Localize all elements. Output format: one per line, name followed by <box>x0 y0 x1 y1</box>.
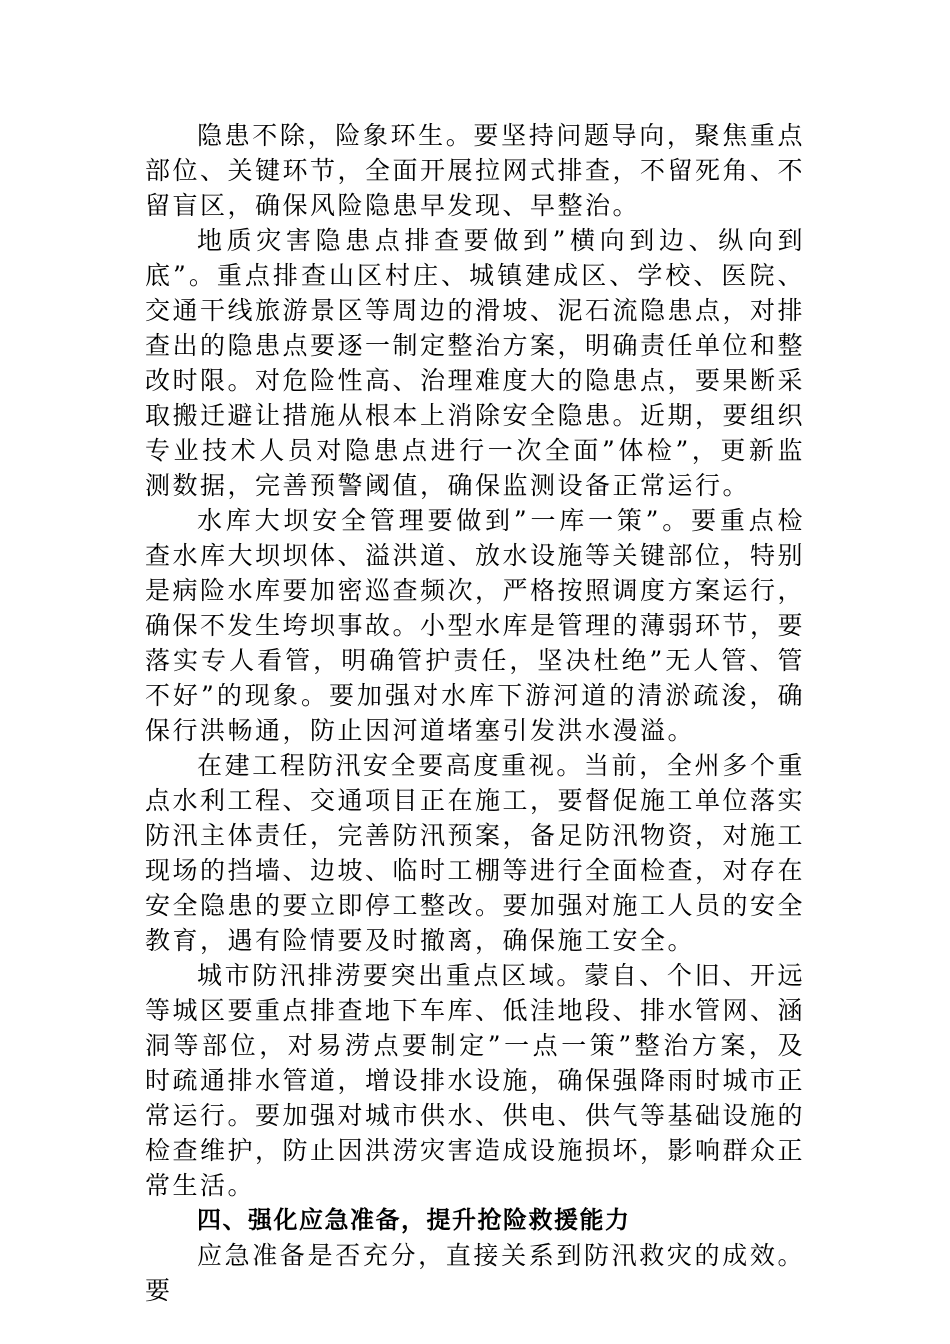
paragraph-construction-safety: 在建工程防汛安全要高度重视。当前，全州多个重点水利工程、交通项目正在施工，要督促施工单位落实防汛主体责任，完善防汛预案，备足防汛物资，对施工现场的挡墙、边坡、临时工棚等进行全面检查，对存在安全隐患的要立即停工整改。要加强对施工人员的安全教育，遇有险情要及时撤离，确保施工安全。 <box>145 751 806 955</box>
section-heading: 四、强化应急准备，提升抢险救援能力 <box>197 1206 631 1234</box>
paragraph-urban-drainage: 城市防汛排涝要突出重点区域。蒙自、个旧、开远等城区要重点排查地下车库、低洼地段、排水管网、涵洞等部位，对易涝点要制定”一点一策”整治方案，及时疏通排水管道，增设排水设施，确保强降雨时城市正常运行。要加强对城市供水、供电、供气等基础设施的检查维护，防止因洪涝灾害造成设施损坏，影响群众正常生活。 <box>145 961 806 1200</box>
paragraph-hazard-inspection: 隐患不除，险象环生。要坚持问题导向，聚焦重点部位、关键环节，全面开展拉网式排查，不留死角、不留盲区，确保风险隐患早发现、早整治。 <box>145 121 806 220</box>
paragraph-geological-hazards: 地质灾害隐患点排查要做到”横向到边、纵向到底”。重点排查山区村庄、城镇建成区、学校、医院、交通干线旅游景区等周边的滑坡、泥石流隐患点，对排查出的隐患点要逐一制定整治方案，明确责任单位和整改时限。对危险性高、治理难度大的隐患点，要果断采取搬迁避让措施从根本上消除安全隐患。近期，要组织专业技术人员对隐患点进行一次全面”体检”，更新监测数据，完善预警阈值，确保监测设备正常运行。 <box>145 226 806 500</box>
document-page <box>145 118 805 1308</box>
paragraph-emergency-preparation: 应急准备是否充分，直接关系到防汛救灾的成效。要 <box>145 1241 805 1305</box>
paragraph-reservoir-safety: 水库大坝安全管理要做到”一库一策”。要重点检查水库大坝坝体、溢洪道、放水设施等关键部位，特别是病险水库要加密巡查频次，严格按照调度方案运行，确保不发生垮坝事故。小型水库是管理的薄弱环节，要落实专人看管，明确管护责任，坚决杜绝”无人管、管不好”的现象。要加强对水库下游河道的清淤疏浚，确保行洪畅通，防止因河道堵塞引发洪水漫溢。 <box>145 506 806 745</box>
